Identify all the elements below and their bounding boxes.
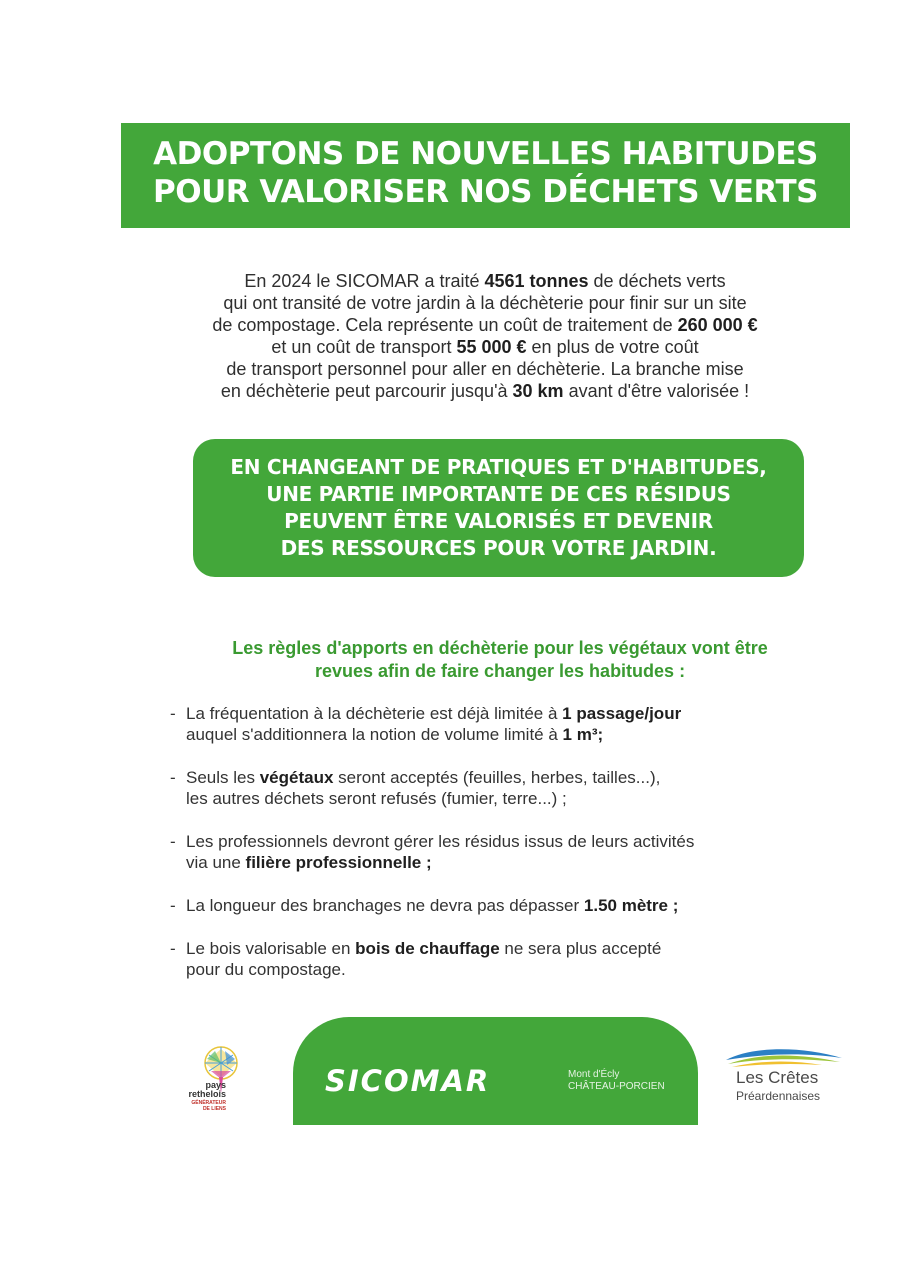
- intro-paragraph: En 2024 le SICOMAR a traité 4561 tonnes de déchets verts qui ont transité de votre jardin à la déchèterie pour finir sur un site de compostage. Cela représente un coût de traitement de 260 000 € et un coût de transport 55 000 € en plus de votre coût de transport personnel pour aller en déchèterie. La branche mise en déchèterie peut parcourir jusqu'à 30 km avant d'être valorisée !: [212, 271, 758, 401]
- page-title: ADOPTONS DE NOUVELLES HABITUDES POUR VALORISER NOS DÉCHETS VERTS: [153, 136, 818, 210]
- list-item: - La longueur des branchages ne devra pas dépasser 1.50 mètre ;: [170, 896, 679, 915]
- sicomar-location: Mont d'Écly CHÂTEAU-PORCIEN: [568, 1069, 665, 1092]
- list-item: - La fréquentation à la déchèterie est déjà limitée à 1 passage/jour auquel s'additionnera la notion de volume limité à 1 m³;: [170, 704, 682, 744]
- pays-rethelois-tagline: GÉNÉRATEUR DE LIENS: [191, 1100, 226, 1112]
- les-cretes-name: Les Crêtes: [736, 1068, 819, 1087]
- list-item: - Le bois valorisable en bois de chauffage ne sera plus accepté pour du compostage.: [170, 939, 662, 979]
- hills-icon: [726, 1049, 842, 1067]
- pays-rethelois-name: pays rethelois: [188, 1080, 226, 1099]
- callout-box: [193, 439, 804, 577]
- callout-text: EN CHANGEANT DE PRATIQUES ET D'HABITUDES, UNE PARTIE IMPORTANTE DE CES RÉSIDUS PEUVENT ÊTRE VALORISÉS ET DEVENIR DES RESSOURCES POUR VOTRE JARDIN.: [230, 455, 767, 560]
- list-item: - Les professionnels devront gérer les résidus issus de leurs activités via une filière professionnelle ;: [170, 832, 695, 872]
- header-banner: [121, 123, 850, 228]
- les-cretes-subtitle: Préardennaises: [736, 1089, 821, 1103]
- rules-heading: Les règles d'apports en déchèterie pour les végétaux vont être revues afin de faire changer les habitudes :: [232, 638, 768, 681]
- rules-list: [170, 703, 810, 1002]
- sicomar-logo: SICOMAR: [325, 1064, 491, 1098]
- list-item: - Seuls les végétaux seront acceptés (feuilles, herbes, tailles...), les autres déchets seront refusés (fumier, terre...) ;: [170, 768, 661, 808]
